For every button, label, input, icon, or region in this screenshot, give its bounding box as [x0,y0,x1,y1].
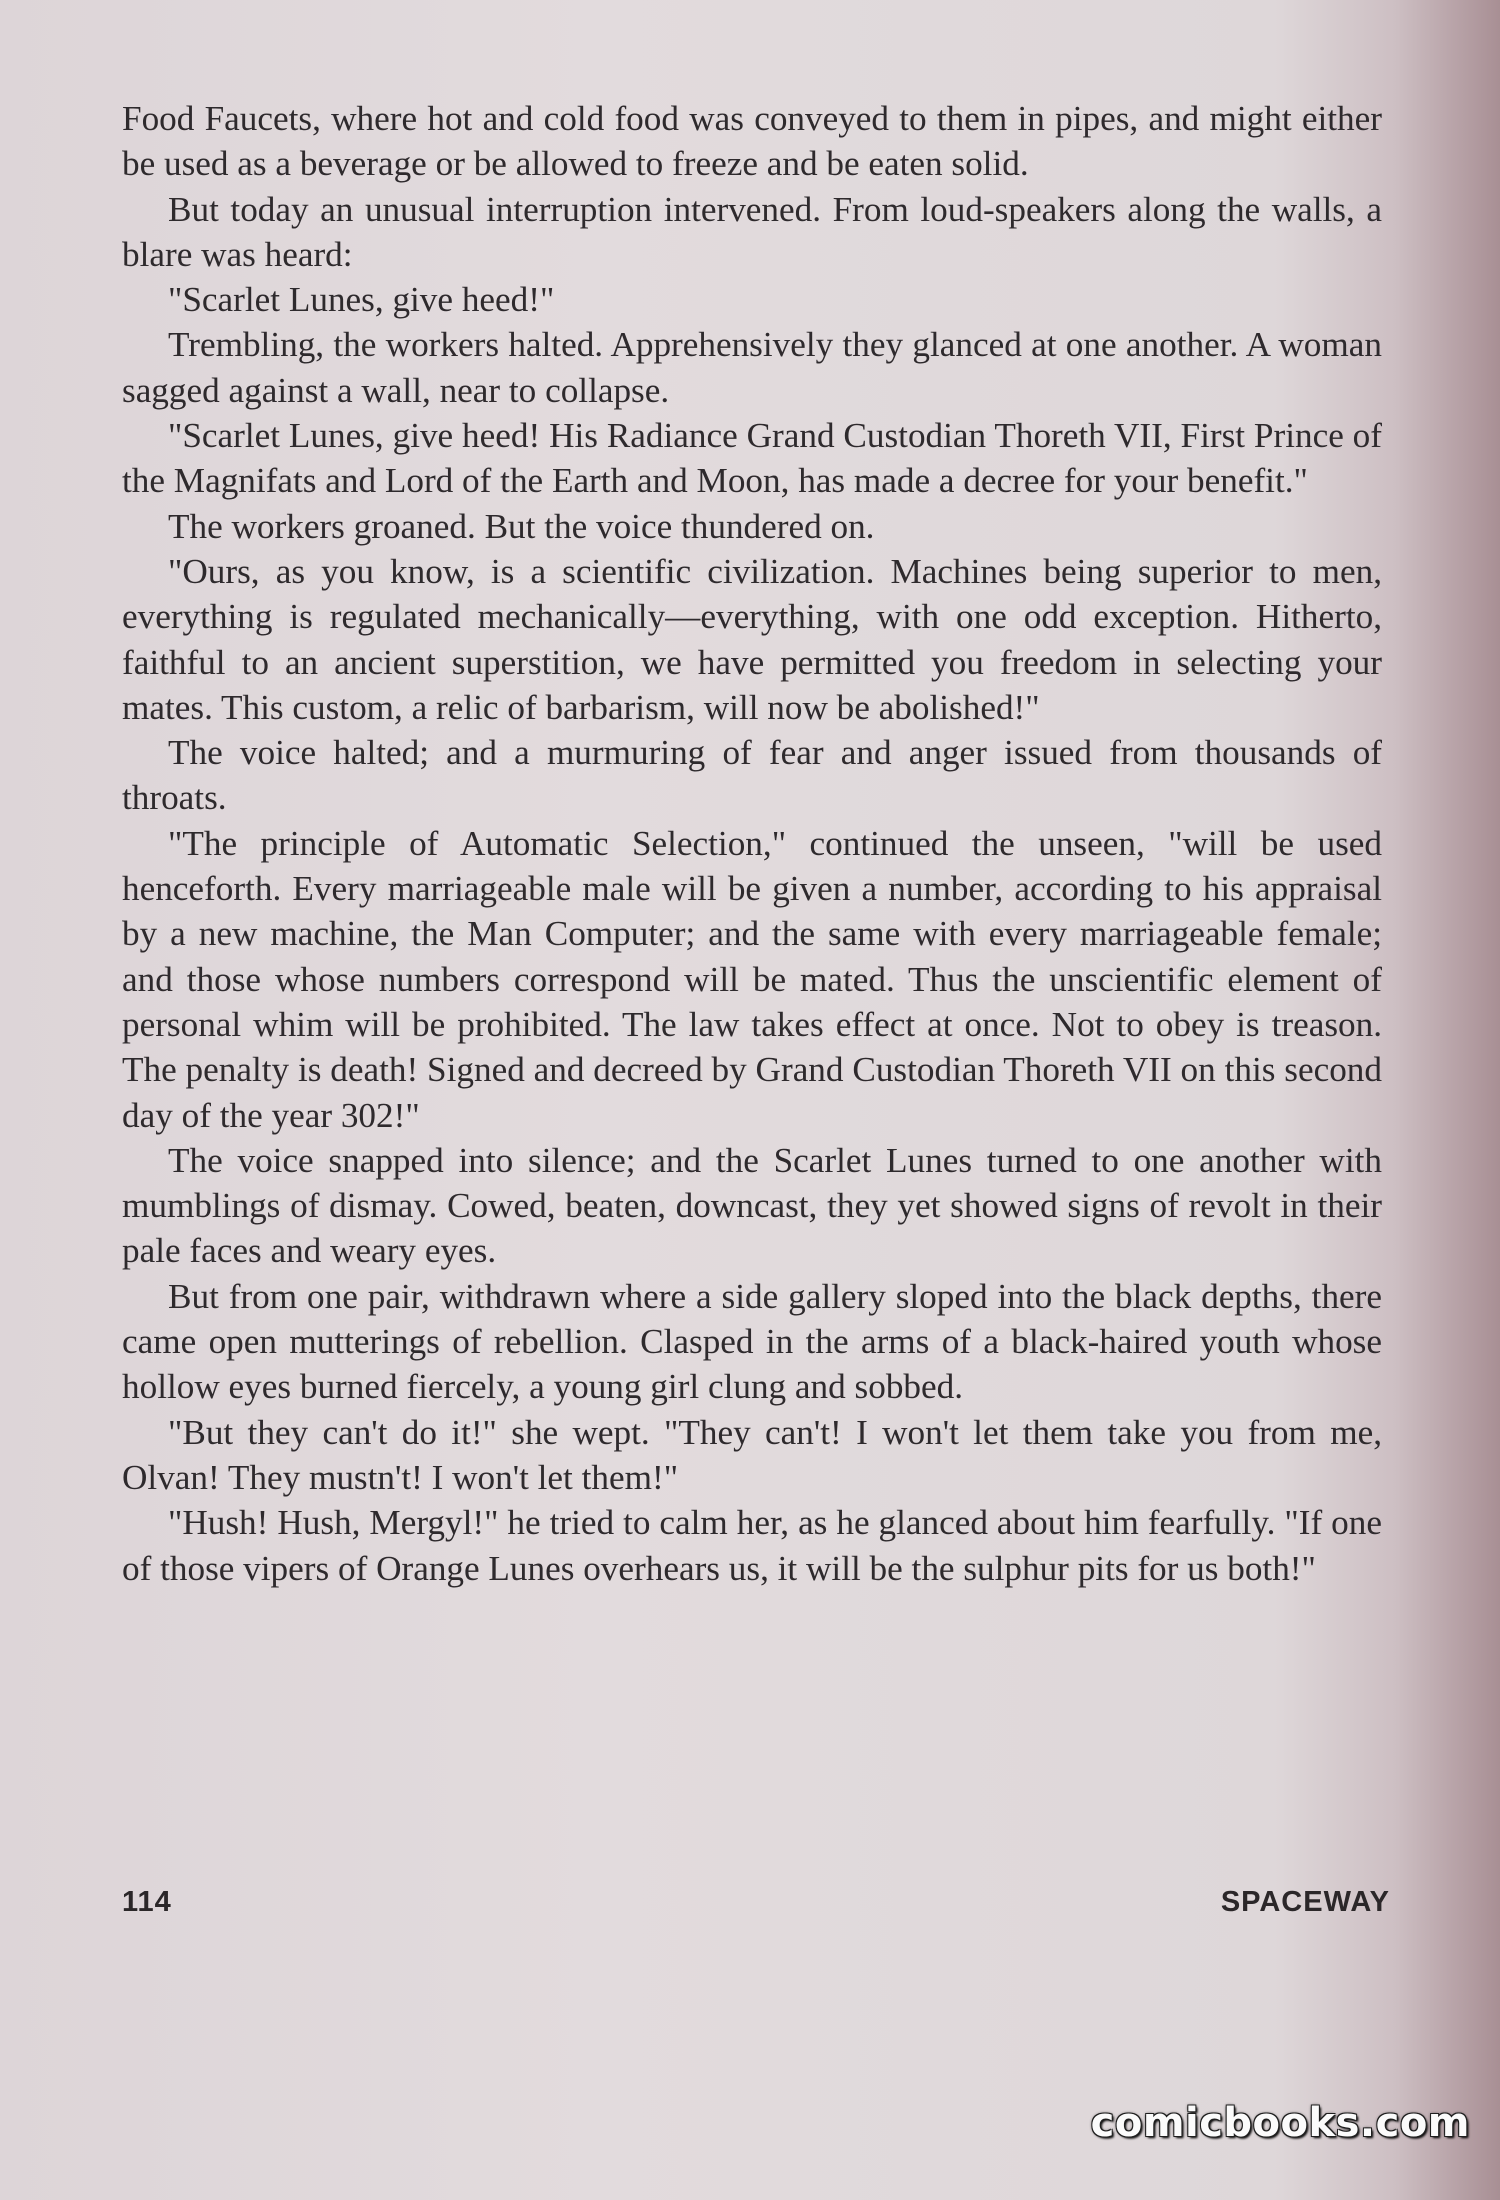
paragraph: But from one pair, withdrawn where a side gallery sloped into the black depths, there came open mutterings of rebellion. Clasped in the arms of a black-haired youth whose hollow eyes burned fiercely, a young girl clung and sobbed. [122,1276,1382,1407]
paragraph: "But they can't do it!" she wept. "They can't! I won't let them take you from me, Olvan! They mustn't! I won't let them!" [122,1412,1382,1497]
paragraph: But today an unusual interruption intervened. From loud-speakers along the walls, a blare was heard: [122,189,1382,274]
magazine-title: SPACEWAY [1220,1886,1390,1918]
paragraph: The voice snapped into silence; and the Scarlet Lunes turned to one another with mumblings of dismay. Cowed, beaten, downcast, they yet showed signs of revolt in their pale faces and weary eyes. [122,1140,1382,1271]
paragraph: "Ours, as you know, is a scientific civilization. Machines being superior to men, everything is regulated mechanically—everything, with one odd exception. Hitherto, faithful to an ancient superstition, we have permitted you freedom in selecting your mates. This custom, a relic of barbarism, will now be abolished!" [122,551,1382,727]
paragraph: Trembling, the workers halted. Apprehensively they glanced at one another. A woman sagged against a wall, near to collapse. [122,325,1382,410]
paragraph: The workers groaned. But the voice thundered on. [168,506,875,546]
paragraph: "Scarlet Lunes, give heed! His Radiance Grand Custodian Thoreth VII, First Prince of the Magnifats and Lord of the Earth and Moon, has made a decree for your benefit." [122,416,1382,501]
page-number: 114 [122,1886,172,1918]
paragraph: "The principle of Automatic Selection," continued the unseen, "will be used henceforth. Every marriageable male will be given a number, according to his appraisal by a new machine, the Man Computer; and the same with every marriageable female; and those whose numbers correspond will be mated. Thus the unscientific element of personal whim will be prohibited. The law takes effect at once. Not to obey is treason. The penalty is death! Signed and decreed by Grand Custodian Thoreth VII on this second day of the year 302!" [122,823,1382,1135]
paragraph: "Scarlet Lunes, give heed!" [168,280,555,320]
story-text [122,96,1382,1591]
paragraph: The voice halted; and a murmuring of fear and anger issued from thousands of throats. [122,733,1382,818]
paragraph: "Hush! Hush, Mergyl!" he tried to calm her, as he glanced about him fearfully. "If one of those vipers of Orange Lunes overhears us, it will be the sulphur pits for us both!" [122,1503,1382,1588]
site-watermark: comicbooks.com [1090,2100,1470,2146]
paragraph: Food Faucets, where hot and cold food was conveyed to them in pipes, and might either be used as a beverage or be allowed to freeze and be eaten solid. [122,99,1382,184]
page-footer [122,1886,1390,1919]
